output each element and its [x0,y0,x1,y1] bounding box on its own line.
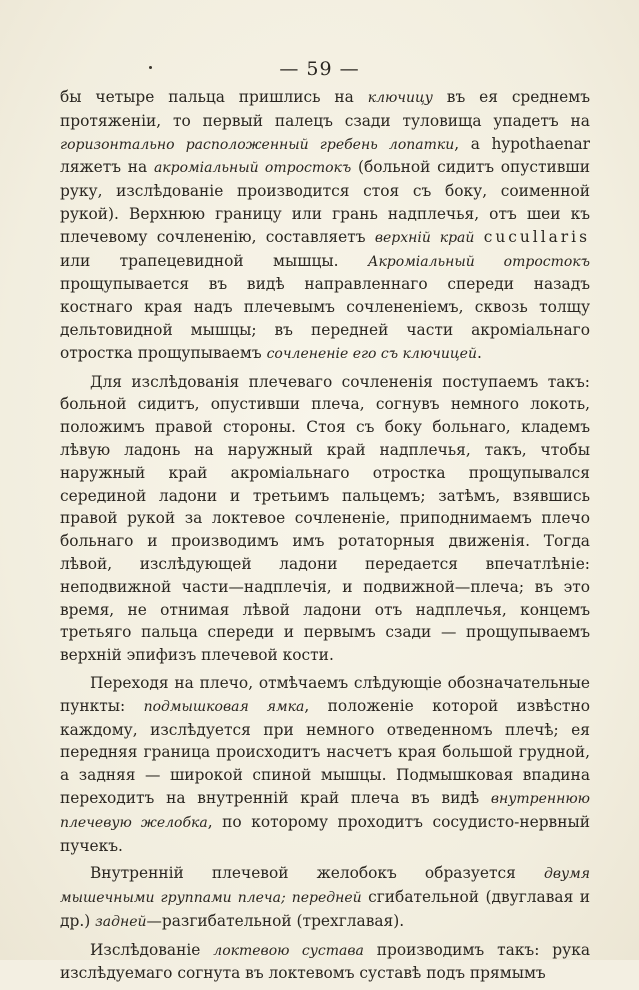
body-text [60,86,590,990]
text-run: , по которому проходитъ сосудисто-нервный пучекъ. [60,812,590,855]
italic-term: верхній край [374,229,475,246]
italic-term: ключицу [367,90,433,106]
italic-term: горизонтально расположенный гребень лопатки [60,136,455,153]
italic-term: задней [95,913,147,930]
text-run: въ ея среднемъ протяженіи, то первый палецъ сзади туловища упадетъ на [60,88,590,130]
text-run: сгибательной (двуглавая и др.) [60,888,590,930]
italic-term: внутреннюю плечевую желобка [60,790,590,831]
italic-term: сочлененіе его съ ключицей [266,345,477,362]
text-run: Изслѣдованіе [90,940,214,959]
text-run: Переходя на плечо, отмѣчаемъ слѣдующіе обозначательные пункты: [60,673,590,715]
italic-term: двумя мышечными группами плеча; передней [60,866,590,907]
text-run: Для изслѣдованія плечеваго сочлененія поступаемъ такъ: больной сидитъ, опустивши плеча, согнувъ немного локоть, положимъ правой стороны. Стоя съ боку больнаго, кладемъ лѣвую ладонь на наружный край надплечья, такъ, чтобы наружный край акроміальнаго отростка прощупывался серединой ладони и третьимъ пальцемъ; затѣмъ, взявшись правой рукой за локтевое сочлененіе, приподнимаемъ плечо больнаго и производимъ имъ ротаторныя движенія. Тогда лѣвой, изслѣдующей ладони передается впечатлѣніе: неподвижной части—надплечія, и подвижной—плеча; въ это время, не отнимая лѣвой ладони отъ надплечья, концемъ третьяго пальца спереди и первымъ сзади — прощупываемъ верхній эпифизъ плечевой кости. [60,372,590,665]
latin-term: cucullaris [483,227,590,246]
text-run: Внутренній плечевой желобокъ образуется [90,864,544,883]
italic-term: акроміальный отростокъ [153,160,352,177]
text-run: прощупывается въ видѣ направленнаго спереди назадъ костнаго края надъ плечевымъ сочлененіемъ, сквозь толщу дельтовидной мышцы; въ передней части акроміальнаго отростка прощупываемъ [60,275,590,362]
text-run: , а hypothaenar ляжетъ на [60,134,591,177]
text-run: производимъ такъ: рука изслѣдуемаго согнута въ локтевомъ суставѣ подъ прямымъ [60,940,591,983]
italic-term: локтевою сустава [213,942,364,959]
text-run: бы четыре пальца пришлись на [60,88,368,106]
paragraph [60,371,590,667]
text-run [474,228,483,246]
text-run: , положеніе которой извѣстно каждому, изслѣдуется при немного отведенномъ плечѣ; ея передняя граница происходитъ насчетъ края большой грудной, а задняя — широкой спиной мышцы. Подмышковая впадина переходитъ на внутренній край плеча въ видѣ [60,696,590,807]
paragraph [60,86,590,366]
paragraph [60,939,590,986]
text-run: . [476,343,482,362]
text-run: или трапецевидной мышцы. [60,251,368,270]
text-run: —разгибательной (трехглавая). [146,911,405,930]
text-run: (больной сидитъ опустивши руку, изслѣдованіе производится стоя съ боку, соименной рукой). Верхнюю границу или грань надплечья, отъ шеи къ плечевому сочлененію, составляетъ [60,158,590,246]
page-number: — 59 — [279,58,360,80]
italic-term: Акроміальный отростокъ [367,253,590,270]
paragraph [60,672,590,857]
paragraph [60,862,590,933]
italic-term: подмышковая ямка [143,698,305,715]
